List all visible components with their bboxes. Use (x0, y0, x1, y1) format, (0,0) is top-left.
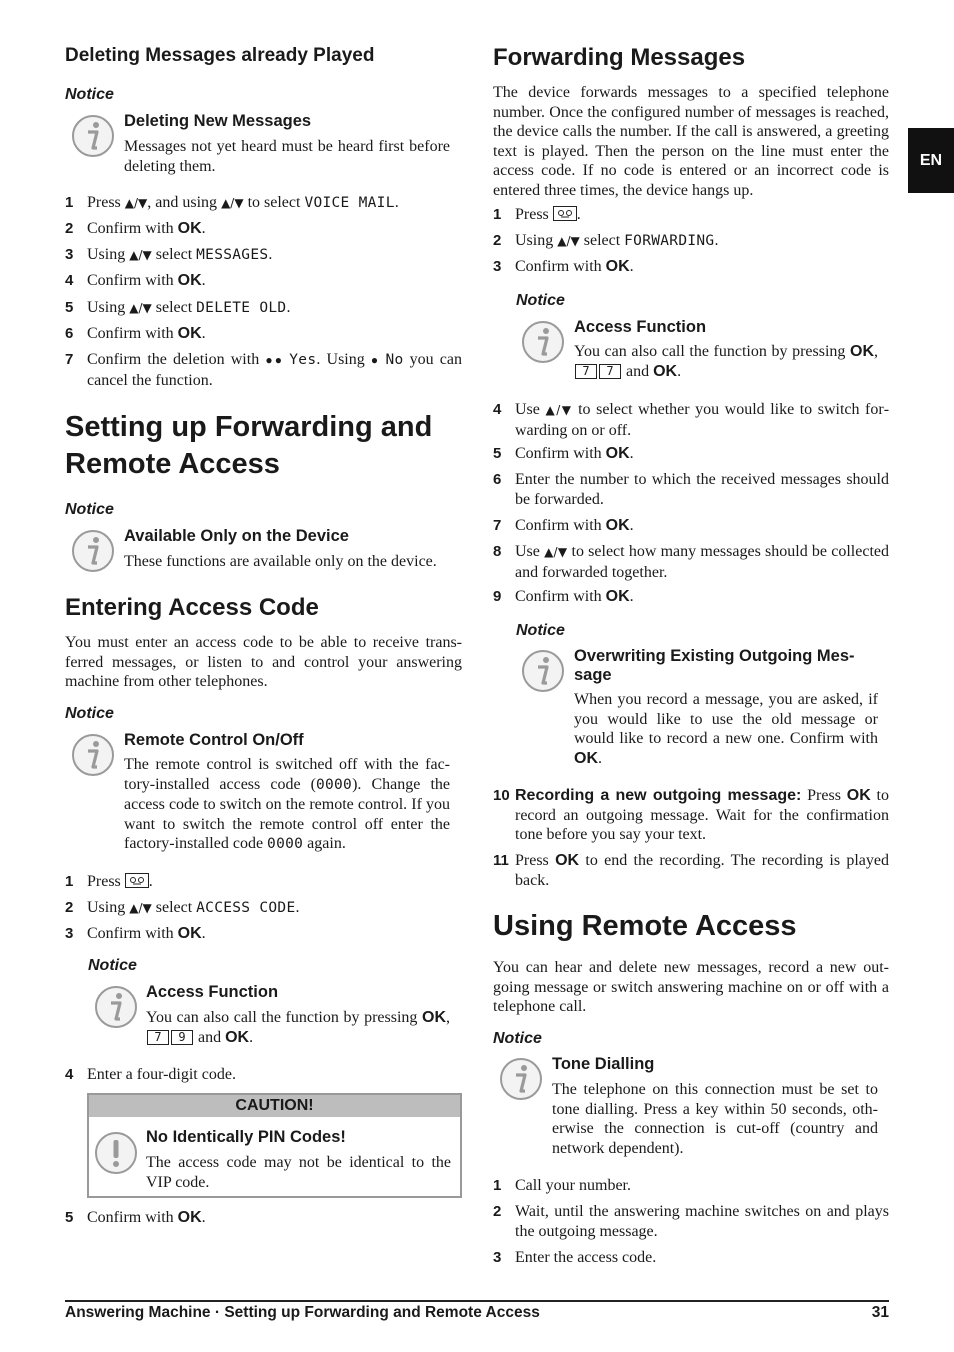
notice-title: Tone Dialling (552, 1055, 655, 1073)
paragraph: You must enter an access code to be able to receive transferred messages, or listen to and control your answering machine from other telephones. (65, 634, 462, 690)
list-item: 3 Confirm with OK. (65, 925, 206, 942)
notice-label: Notice (493, 1030, 542, 1047)
exclamation-icon (94, 1131, 138, 1175)
up-down-arrow-icon: ▲/▼ (557, 234, 580, 248)
notice-text: Messages not yet heard must be heard first before deleting them. (124, 138, 450, 175)
section-heading: Forwarding Messages (493, 44, 746, 71)
notice-label: Notice (516, 622, 565, 639)
notice-title: Deleting New Messages (124, 112, 312, 130)
list-item: 3 Using ▲/▼ select MESSAGES. (65, 246, 273, 263)
paragraph: You can hear and delete new messages, record a new outgoing message or switch answering machine on or off with a telephone call. (493, 959, 889, 1015)
paragraph: The device forwards messages to a specified telephone number. Once the configured number of messages is reached, the device calls the number. If the call is answered, a greeting text is played. Then the person on the line must enter the access code. If no code is entered or an incorrect code is entered three times, the device hangs up. (493, 84, 889, 199)
caution-title: No Identically PIN Codes! (146, 1128, 346, 1146)
info-icon (71, 114, 115, 158)
list-item: 6 Enter the number to which the received messages should be forwarded. (493, 471, 889, 508)
info-icon (71, 529, 115, 573)
notice-title: Remote Control On/Off (124, 731, 304, 749)
chapter-title: Setting up Forwarding and Remote Access (65, 411, 433, 480)
list-item: 11 Press OK to end the recording. The recording is played back. (493, 852, 890, 889)
page-number: 31 (871, 1304, 889, 1321)
key-7: 7 (147, 1030, 169, 1045)
list-item: 1 Call your number. (493, 1177, 631, 1194)
list-item: 1 Press . (493, 206, 581, 223)
notice-label: Notice (65, 705, 114, 722)
list-item: 7 Confirm with OK. (493, 517, 634, 534)
list-item: 2 Using ▲/▼ select FORWARDING. (493, 232, 719, 249)
list-item: 4 Enter a four-digit code. (65, 1066, 236, 1083)
up-down-arrow-icon: ▲/▼ (129, 901, 152, 915)
list-item: 3 Confirm with OK. (493, 258, 634, 275)
notice-title: Access Function (146, 983, 279, 1001)
up-down-arrow-icon: ▲/▼ (129, 301, 152, 315)
caution-box (87, 1093, 462, 1198)
caution-label: CAUTION! (89, 1095, 460, 1117)
notice-label: Notice (88, 957, 137, 974)
notice-text: You can also call the function by pressing OK, 7 7 and OK. (574, 343, 878, 380)
info-icon (521, 649, 565, 693)
list-item: 1 Press ▲/▼, and using ▲/▼ to select VOICE MAIL. (65, 194, 399, 211)
answering-machine-key-icon (553, 206, 577, 221)
info-icon (94, 985, 138, 1029)
notice-text: The remote control is switched off with the factory-installed access code (0000). Change the access code to switch on the remote control. If you want to switch the remote control off enter the factory-installed code 0000 again. (124, 756, 451, 852)
list-item: 5 Using ▲/▼ select DELETE OLD. (65, 299, 291, 316)
notice-label: Notice (516, 292, 565, 309)
list-item: 10 Recording a new outgoing message: Press OK to record an outgoing message. Wait for the confirmation tone before you say your text. (493, 787, 889, 843)
language-tab: EN (908, 128, 954, 193)
notice-text: When you record a message, you are asked, if you would like to use the old message or would like to record a new one. Confirm with OK. (574, 691, 878, 767)
notice-text: You can also call the function by pressing OK, 7 9 and OK. (146, 1009, 450, 1046)
info-icon (499, 1057, 543, 1101)
chapter-title: Using Remote Access (493, 910, 797, 942)
footer-divider (65, 1300, 889, 1302)
up-down-arrow-icon: ▲/▼ (129, 248, 152, 262)
up-down-arrow-icon: ▲/▼ (545, 403, 573, 417)
section-heading: Entering Access Code (65, 594, 319, 621)
list-item: 6 Confirm with OK. (65, 325, 206, 342)
info-icon (71, 733, 115, 777)
list-item: 4 Confirm with OK. (65, 272, 206, 289)
list-item: 2 Wait, until the answering machine switches on and plays the outgoing message. (493, 1203, 889, 1240)
list-item: 5 Confirm with OK. (65, 1209, 206, 1226)
notice-text: The telephone on this connection must be set to tone dialling. Press a key within 50 seconds, otherwise the connection is cut-off (country and network dependent). (552, 1081, 878, 1157)
up-down-arrow-icon: ▲/▼ (124, 196, 148, 210)
up-down-arrow-icon: ▲/▼ (221, 196, 244, 210)
caution-text: The access code may not be identical to the VIP code. (146, 1154, 451, 1191)
list-item: 5 Confirm with OK. (493, 445, 634, 462)
section-heading: Deleting Messages already Played (65, 45, 375, 66)
notice-title: Access Function (574, 318, 707, 336)
key-9: 9 (171, 1030, 193, 1045)
list-item: 3 Enter the access code. (493, 1249, 657, 1266)
list-item: 9 Confirm with OK. (493, 588, 634, 605)
list-item: 7 Confirm the deletion with ●● Yes. Using ● No you can cancel the function. (65, 351, 463, 389)
key-7: 7 (575, 364, 597, 379)
list-item: 2 Using ▲/▼ select ACCESS CODE. (65, 899, 300, 916)
key-7: 7 (599, 364, 621, 379)
notice-text: These functions are available only on the device. (124, 553, 437, 570)
notice-title: Available Only on the Device (124, 527, 349, 545)
notice-label: Notice (65, 501, 114, 518)
up-down-arrow-icon: ▲/▼ (544, 545, 568, 559)
list-item: 8 Use ▲/▼ to select how many messages should be collected and forwarded together. (493, 543, 889, 581)
answering-machine-key-icon (125, 873, 149, 888)
info-icon (521, 320, 565, 364)
list-item: 2 Confirm with OK. (65, 220, 206, 237)
notice-title: Overwriting Existing Outgoing Message (574, 647, 855, 684)
list-item: 1 Press . (65, 873, 153, 890)
notice-label: Notice (65, 86, 114, 103)
list-item: 4 Use ▲/▼ to select whether you would like to switch forwarding on or off. (493, 401, 890, 439)
footer-breadcrumb: Answering Machine · Setting up Forwarding and Remote Access (65, 1304, 540, 1321)
